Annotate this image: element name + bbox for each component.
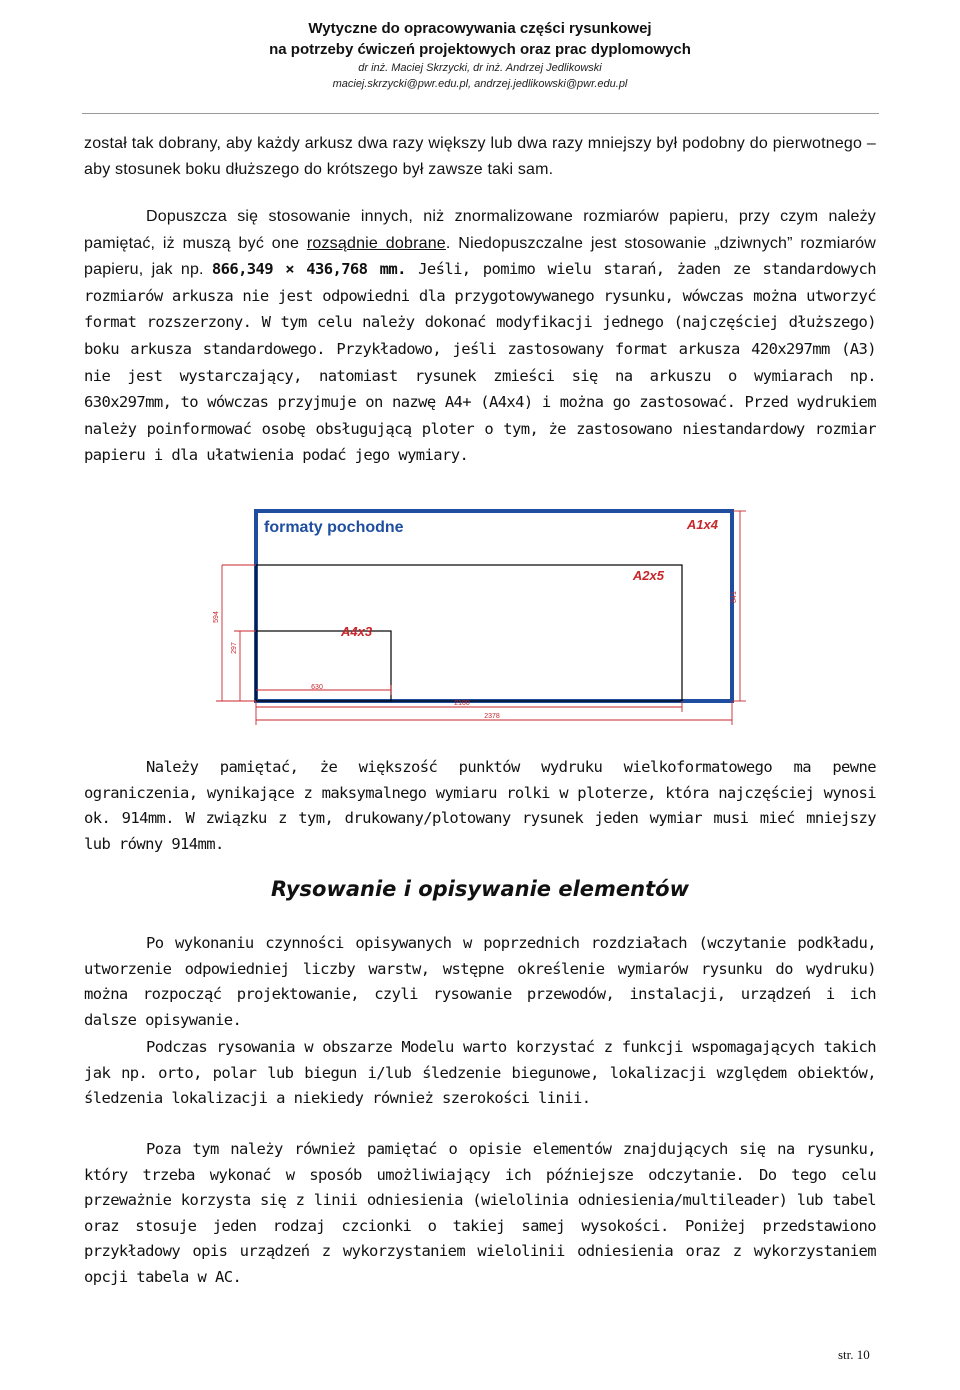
page-number: str. 10 (838, 1347, 870, 1362)
paragraph-paper-ratio: został tak dobrany, aby każdy arkusz dwa razy większy lub dwa razy mniejszy był podobny do pierwotnego – aby stosunek boku dłuższego do krótszego był zawsze taki sam. (84, 135, 876, 178)
figure-title: formaty pochodne (264, 519, 404, 536)
header-authors: dr inż. Maciej Skrzycki, dr inż. Andrzej Jedlikowski (358, 62, 602, 74)
paragraph-2-bold-dimension: 866,349 × 436,768 mm. (211, 260, 406, 279)
header-divider (82, 113, 879, 114)
header-title-line-2: na potrzeby ćwiczeń projektowych oraz prac dyplomowych (269, 41, 691, 58)
header-title-line-1: Wytyczne do opracowywania części rysunkowej (308, 20, 652, 37)
figure-background (208, 505, 756, 729)
dimension-297-label: 297 (231, 642, 238, 654)
paragraph-2-underlined: rozsądnie dobrane (306, 234, 446, 252)
paragraph-2-part-2: . Niedopuszczalne jest stosowanie „dziwnych” rozmiarów papieru, jak np. (84, 234, 876, 279)
paragraph-2-part-1: Dopuszcza się stosowanie innych, niż znormalizowane rozmiarów papieru, przy czym należy pamiętać, iż muszą być one (84, 208, 876, 252)
paragraph-plotter-limit: Należy pamiętać, że większość punktów wydruku wielkoformatowego ma pewne ograniczenia, wynikające z maksymalnego wymiaru rolki w ploterze, która najczęściej wynosi ok. 914mm. W związku z tym, drukowany/plotowany rysunek jeden wymiar musi mieć mniejszy lub równy 914mm. (84, 758, 876, 853)
dimension-2378-label: 2378 (484, 713, 500, 720)
paragraph-element-labels: Poza tym należy również pamiętać o opisie elementów znajdujących się na rysunku, który trzeba wykonać w sposób umożliwiający ich późniejsze odczytanie. Do tego celu przeważnie korzysta się z linii odniesienia (wielolinia odniesienia/multileader) lub tabel oraz stosuje jeden rodzaj czcionki o takiej samej wysokości. Poniżej przedstawiono przykładowy opis urządzeń z wykorzystaniem wielolinii odniesienia oraz z wykorzystaniem opcji tabela w AC. (84, 1140, 876, 1286)
header-emails: maciej.skrzycki@pwr.edu.pl, andrzej.jedlikowski@pwr.edu.pl (332, 78, 628, 90)
dimension-630-label: 630 (311, 684, 323, 691)
paragraph-nonstandard-formats (84, 203, 876, 469)
paragraph-2-part-3: Jeśli, pomimo wielu starań, żaden ze standardowych rozmiarów arkusza nie jest odpowiedni dla przygotowywanego rysunku, wówczas można utworzyć format rozszerzony. W tym celu należy dokonać modyfikacji jednego (najczęściej dłuższego) boku arkusza standardowego. Przykładowo, jeśli zastosowany format arkusza 420x297mm (A3) nie jest wystarczający, natomiast rysunek zmieści się na arkuszu o wymiarach np. 630x297mm, to wówczas przyjmuje on nazwę A4+ (A4x4) i można go zastosować. Przed wydrukiem należy poinformować osobę obsługującą ploter o tym, że zastosowano niestandardowy rozmiar papieru i dla ułatwienia podać jego wymiary. (84, 260, 876, 465)
dimension-594-label: 594 (213, 611, 220, 623)
label-a4x3: A4x3 (341, 624, 373, 639)
label-a2x5: A2x5 (632, 568, 664, 583)
paragraph-drawing-aids: Podczas rysowania w obszarze Modelu warto korzystać z funkcji wspomagających takich jak np. orto, polar lub biegun i/lub śledzenie biegunowe, lokalizacji względem obiektów, śledzenia lokalizacji a niekiedy również szerokości linii. (84, 1038, 876, 1108)
section-heading: Rysowanie i opisywanie elementów (271, 877, 689, 901)
paragraph-start-design: Po wykonaniu czynności opisywanych w poprzednich rozdziałach (wczytanie podkładu, utworzenie odpowiedniej liczby warstw, wstępne określenie wymiarów rysunku do wydruku) można rozpocząć projektowanie, czyli rysowanie przewodów, instalacji, urządzeń i ich dalsze opisywanie. (84, 934, 876, 1029)
page-header (0, 18, 960, 92)
derived-formats-figure (208, 505, 756, 729)
label-a1x4: A1x4 (686, 517, 718, 532)
dimension-2100-label: 2100 (454, 700, 470, 707)
dimension-841-label: 841 (731, 591, 738, 603)
